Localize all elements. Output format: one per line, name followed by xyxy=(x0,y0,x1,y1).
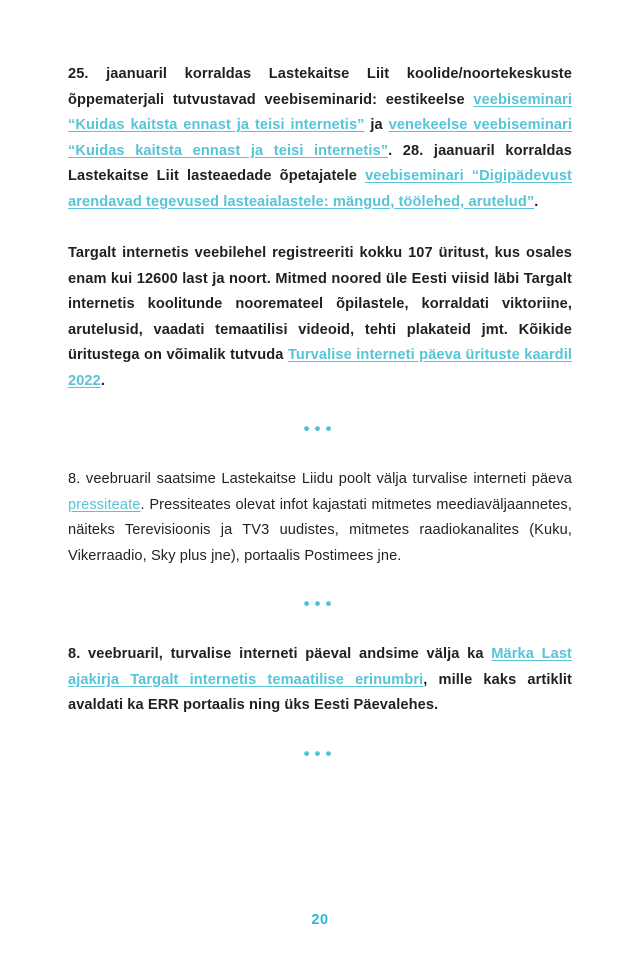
paragraph-4-text-2: , mille kaks artiklit avaldati ka ERR portaalis ning üks Eesti Päevalehes. xyxy=(68,671,572,713)
paragraph-2-text-3: last ja noort. Mitmed noored üle Eesti viisid läbi Targalt internetis koolitunde nooremateel õpilastele, korraldati viktoriine, arutelusid, vaadati temaatilisi videoid, tehti plakateid jmt. Kõikide üritustega on võimalik tutvuda xyxy=(68,270,573,363)
paragraph-2-text-2: üritust, kus osales enam kui xyxy=(68,245,572,287)
paragraph-2-text-4: . xyxy=(100,372,106,389)
link-press-release[interactable]: pressiteate xyxy=(68,496,141,513)
section-divider-1: ••• xyxy=(303,419,337,438)
paragraph-4-text-1: 8. veebruaril, turvalise interneti päeval andsime välja ka xyxy=(68,646,492,662)
paragraph-1-text-1: 25. jaanuaril korraldas Lastekaitse Liit koolide/noortekeskuste õppematerjali tutvustavad veebiseminarid: eestikeelse xyxy=(68,66,572,108)
link-webinar-kindergarten[interactable]: veebiseminari “Digipädevust arendavad tegevused lasteaialastele: mängud, töölehed, arutelud” xyxy=(68,168,572,210)
paragraph-4 xyxy=(68,642,572,719)
link-webinar-estonian[interactable]: veebiseminari “Kuidas kaitsta ennast ja teisi internetis” xyxy=(68,91,572,133)
paragraph-3-text-1: 8. veebruaril saatsime Lastekaitse Liidu poolt välja turvalise interneti päeva xyxy=(68,471,572,487)
paragraph-2-text-1: Targalt internetis veebilehel registreeriti kokku xyxy=(68,245,409,261)
paragraph-3 xyxy=(68,467,572,569)
link-webinar-russian[interactable]: venekeelse veebiseminari “Kuidas kaitsta ennast ja teisi internetis” xyxy=(68,117,572,159)
stat-participants-count: 12600 xyxy=(136,270,178,287)
section-divider-2: ••• xyxy=(303,594,337,613)
link-marka-last-magazine[interactable]: Märka Last ajakirja Targalt internetis temaatilise erinumbri xyxy=(68,646,572,688)
page-number: 20 xyxy=(311,912,329,928)
link-events-map-2022[interactable]: Turvalise interneti päeva ürituste kaardil 2022 xyxy=(68,347,573,389)
paragraph-1-text-2: ja xyxy=(364,117,389,133)
section-divider-3: ••• xyxy=(303,743,337,763)
paragraph-2 xyxy=(68,241,572,394)
paragraph-1 xyxy=(68,62,572,215)
paragraph-3-text-2: . Pressiteates olevat infot kajastati mitmetes meediaväljaannetes, näiteks Terevisioonis ja TV3 uudistes, mitmetes raadiokanalites (Kuku, Vikerraadio, Sky plus jne), portaalis Postimees jne. xyxy=(68,496,572,564)
paragraph-1-text-3: . 28. jaanuaril korraldas Lastekaitse Liit lasteaedade õpetajatele xyxy=(68,142,572,184)
stat-events-count: 107 xyxy=(408,245,433,261)
paragraph-1-text-4: . xyxy=(534,193,539,210)
